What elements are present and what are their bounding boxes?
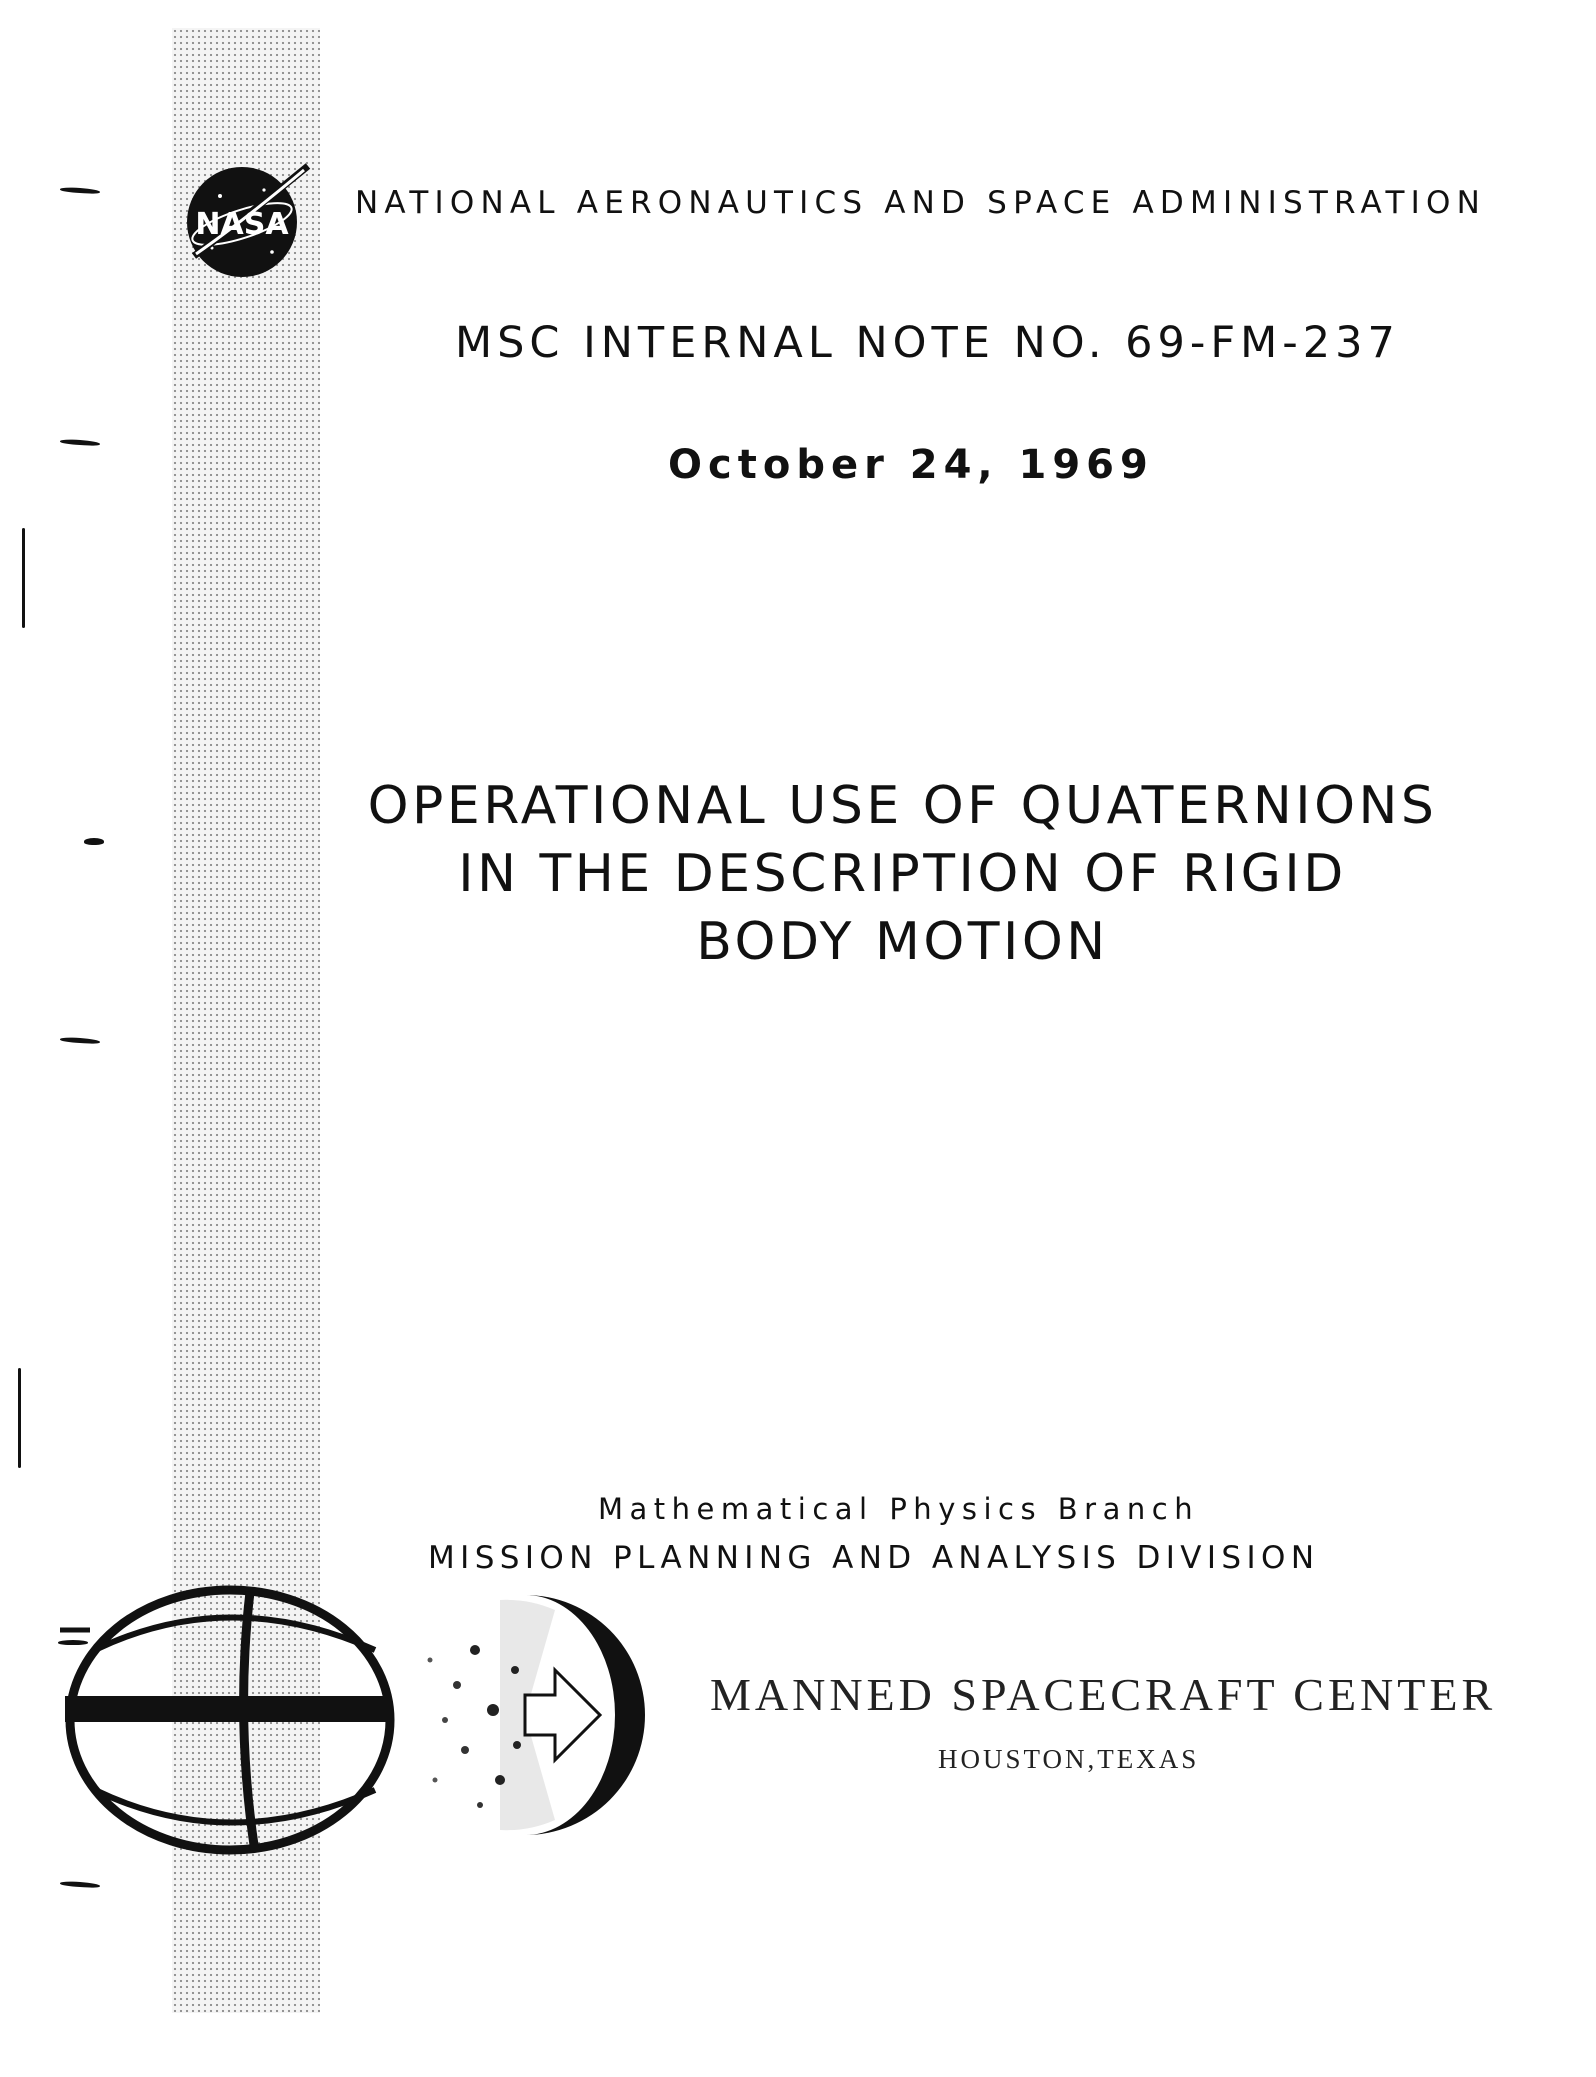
nasa-meatball-icon (182, 160, 312, 280)
moon-arrow-emblem-icon (405, 1590, 655, 1840)
title-line-2: IN THE DESCRIPTION OF RIGID (458, 844, 1347, 904)
binder-line (18, 1368, 21, 1468)
title-line-1: OPERATIONAL USE OF QUATERNIONS (367, 776, 1438, 836)
nasa-logo-text: NASA (195, 207, 289, 242)
msc-globe-emblem-icon (55, 1570, 405, 1870)
binder-mark (84, 838, 104, 845)
binder-mark (60, 1037, 100, 1045)
publication-date: October 24, 1969 (668, 442, 1154, 488)
binder-mark (60, 1881, 100, 1889)
binder-line (22, 528, 25, 628)
center-location: HOUSTON,TEXAS (938, 1744, 1200, 1774)
center-name: MANNED SPACECRAFT CENTER (710, 1669, 1497, 1720)
division-name: MISSION PLANNING AND ANALYSIS DIVISION (428, 1540, 1320, 1576)
document-title (250, 772, 1555, 976)
internal-note-number: MSC INTERNAL NOTE NO. 69-FM-237 (455, 318, 1400, 368)
binder-mark (60, 439, 100, 447)
branch-name: Mathematical Physics Branch (598, 1492, 1200, 1526)
agency-name: NATIONAL AERONAUTICS AND SPACE ADMINISTRATION (355, 185, 1486, 221)
title-line-3: BODY MOTION (696, 912, 1109, 972)
binder-mark (60, 187, 100, 195)
